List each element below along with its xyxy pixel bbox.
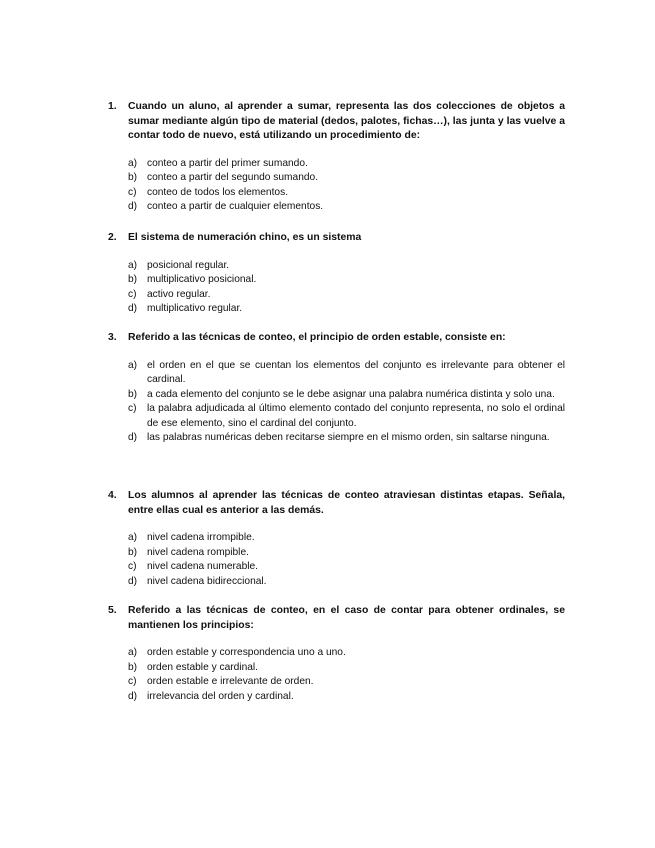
option-letter: c) [128, 186, 137, 198]
option-text: multiplicativo posicional. [147, 274, 257, 285]
question-1 [108, 100, 565, 215]
option-a [128, 157, 565, 172]
option-list [128, 157, 565, 215]
question-number: 3. [108, 332, 117, 343]
option-list [128, 359, 565, 446]
option-text: multiplicativo regular. [147, 303, 243, 314]
question-5 [108, 604, 565, 704]
option-a [128, 259, 565, 274]
option-c [128, 402, 565, 431]
option-text: nivel cadena bidireccional. [147, 575, 267, 587]
option-text: posicional regular. [147, 259, 230, 271]
option-text: el orden en el que se cuentan los elementos del conjunto es irrelevante para obtener el cardinal. [147, 359, 565, 385]
option-a [128, 646, 565, 661]
option-letter: a) [128, 647, 138, 658]
question-number: 5. [108, 605, 117, 616]
option-b [128, 661, 565, 676]
option-text: orden estable y correspondencia uno a uno. [147, 647, 346, 658]
question-stem [108, 100, 565, 144]
option-letter: b) [128, 274, 138, 285]
option-letter: c) [128, 561, 137, 572]
option-letter: b) [128, 661, 138, 673]
option-text: conteo de todos los elementos. [147, 186, 289, 198]
question-4 [108, 489, 565, 589]
question-stem [108, 231, 565, 246]
option-d [128, 431, 565, 446]
option-letter: b) [128, 546, 138, 558]
question-stem [108, 331, 565, 346]
option-d [128, 575, 565, 590]
option-letter: d) [128, 303, 138, 314]
option-c [128, 560, 565, 575]
option-c [128, 675, 565, 690]
question-3 [108, 331, 565, 446]
option-letter: a) [128, 359, 138, 371]
option-letter: c) [128, 676, 137, 687]
option-letter: a) [128, 532, 138, 543]
option-letter: a) [128, 157, 138, 169]
question-text: Referido a las técnicas de conteo, en el caso de contar para obtener ordinales, se mantienen los principios: [128, 605, 565, 631]
option-text: nivel cadena irrompible. [147, 532, 255, 543]
option-text: conteo a partir de cualquier elementos. [147, 201, 324, 212]
option-letter: b) [128, 388, 138, 400]
option-a [128, 359, 565, 388]
option-letter: c) [128, 288, 137, 300]
option-letter: d) [128, 690, 138, 702]
question-stem [108, 489, 565, 518]
option-b [128, 388, 565, 403]
option-text: nivel cadena rompible. [147, 546, 249, 558]
option-text: orden estable e irrelevante de orden. [147, 676, 314, 687]
option-text: las palabras numéricas deben recitarse siempre en el mismo orden, sin saltarse ninguna. [147, 432, 550, 443]
option-text: conteo a partir del segundo sumando. [147, 172, 319, 183]
option-b [128, 546, 565, 561]
option-list [128, 259, 565, 317]
option-text: nivel cadena numerable. [147, 561, 259, 572]
option-text: la palabra adjudicada al último elemento contado del conjunto representa, no solo el ordinal de ese elemento, sino el cardinal del conjunto. [147, 403, 565, 429]
option-d [128, 690, 565, 705]
option-letter: d) [128, 432, 138, 443]
question-number: 4. [108, 490, 117, 501]
option-text: irrelevancia del orden y cardinal. [147, 690, 294, 702]
option-a [128, 531, 565, 546]
option-list [128, 646, 565, 704]
question-number: 1. [108, 101, 117, 112]
option-letter: b) [128, 172, 138, 183]
question-text: El sistema de numeración chino, es un sistema [128, 232, 362, 243]
question-text: Los alumnos al aprender las técnicas de conteo atraviesan distintas etapas. Señala, entre ellas cual es anterior a las demás. [128, 490, 565, 516]
option-text: a cada elemento del conjunto se le debe asignar una palabra numérica distinta y solo una. [147, 388, 555, 400]
option-list [128, 531, 565, 589]
option-c [128, 288, 565, 303]
option-letter: c) [128, 403, 137, 414]
option-letter: d) [128, 575, 138, 587]
question-2 [108, 231, 565, 317]
question-text: Cuando un aluno, al aprender a sumar, representa las dos colecciones de objetos a sumar mediante algún tipo de material (dedos, palotes, fichas…), las junta y las vuelve a contar todo de nuevo, está utilizando un procedimiento de: [128, 101, 565, 141]
option-b [128, 171, 565, 186]
option-text: orden estable y cardinal. [147, 661, 258, 673]
option-text: conteo a partir del primer sumando. [147, 157, 308, 169]
option-letter: d) [128, 201, 138, 212]
option-text: activo regular. [147, 288, 211, 300]
option-c [128, 186, 565, 201]
option-b [128, 273, 565, 288]
option-letter: a) [128, 259, 138, 271]
option-d [128, 200, 565, 215]
option-d [128, 302, 565, 317]
question-stem [108, 604, 565, 633]
question-text: Referido a las técnicas de conteo, el principio de orden estable, consiste en: [128, 332, 506, 343]
question-number: 2. [108, 232, 117, 243]
